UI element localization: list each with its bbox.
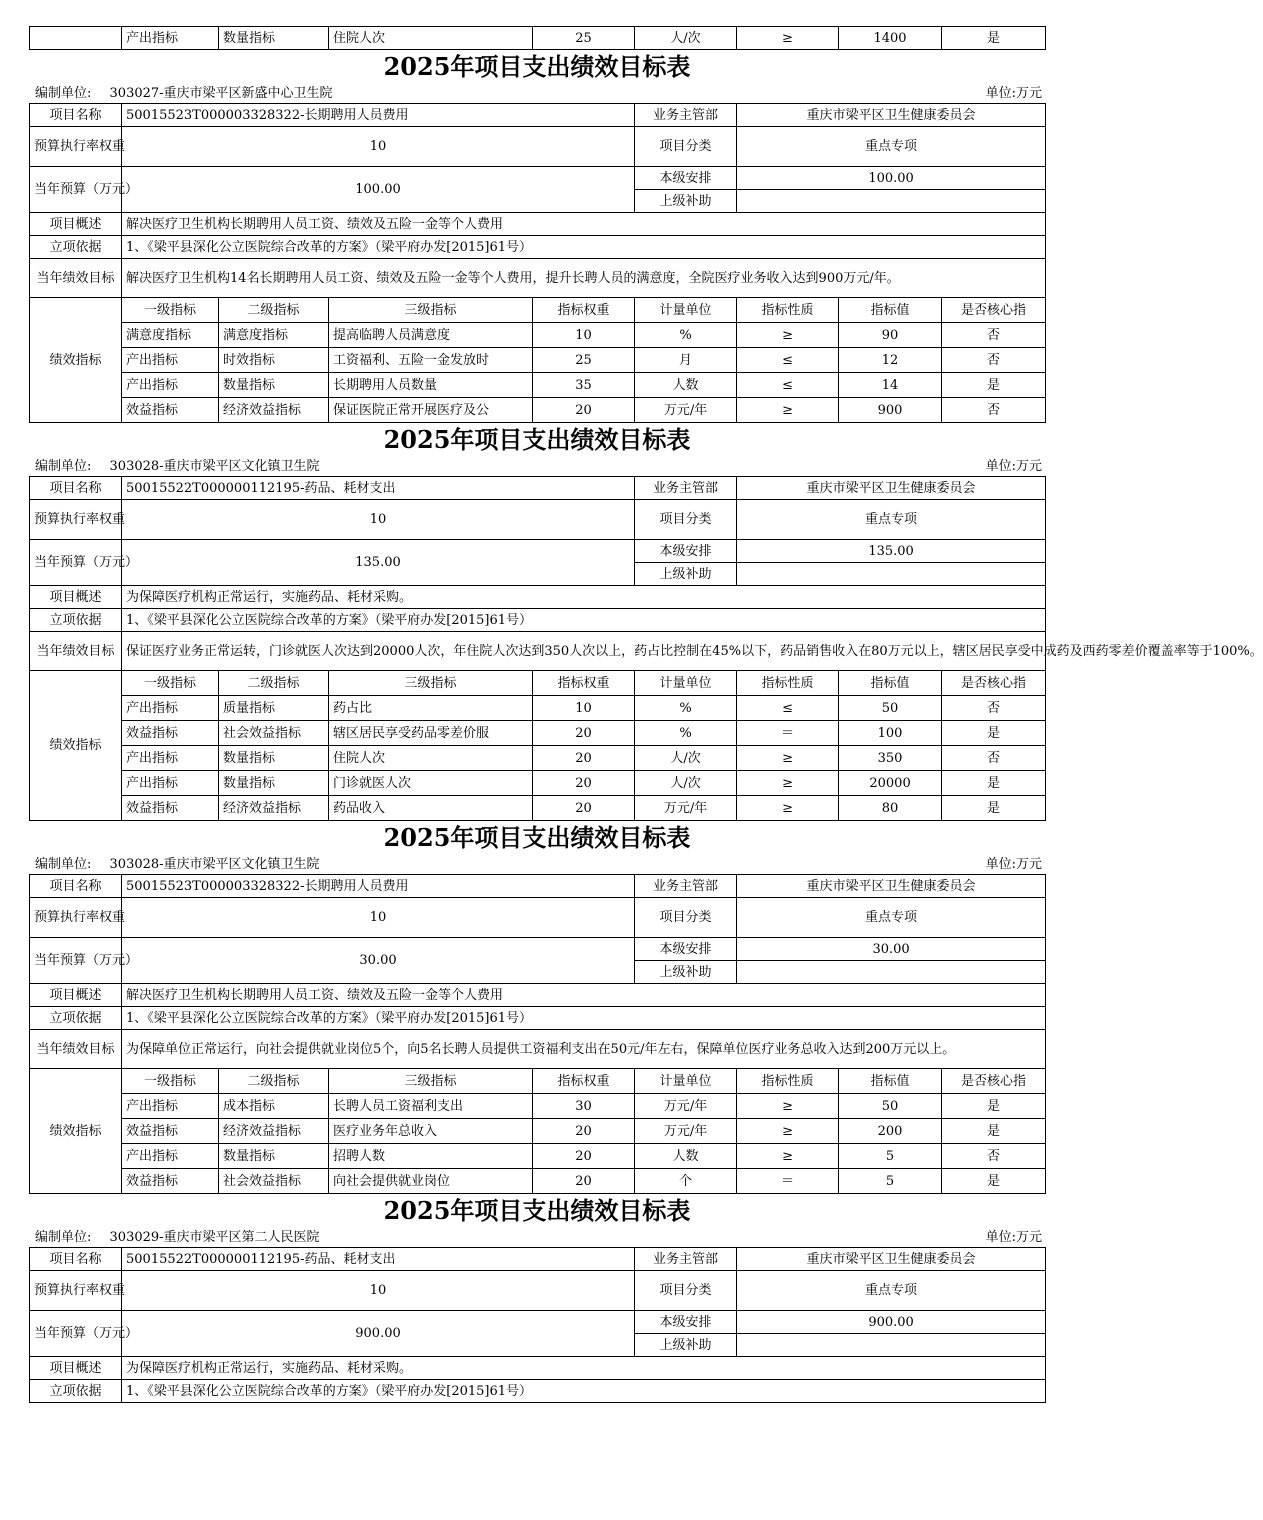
- table-row: [30, 609, 1046, 632]
- table-row: [30, 127, 1046, 167]
- level3-cell: 长期聘用人员数量: [329, 373, 533, 398]
- dept-label: 业务主管部: [635, 104, 737, 127]
- dept-value: 重庆市梁平区卫生健康委员会: [737, 477, 1046, 500]
- upper-label: 上级补助: [635, 1334, 737, 1357]
- currency-unit: 单位:万元: [985, 86, 1042, 101]
- col-core: 是否核心指: [942, 298, 1046, 323]
- value-cell: 100: [839, 721, 942, 746]
- exec-rate-value: 10: [122, 127, 635, 167]
- exec-rate-label: 预算执行率权重: [30, 500, 122, 540]
- upper-label: 上级补助: [635, 563, 737, 586]
- level2-cell: 质量指标: [219, 696, 329, 721]
- exec-rate-value: 10: [122, 500, 635, 540]
- previous-table-tail: [29, 26, 1046, 50]
- upper-label: 上级补助: [635, 190, 737, 213]
- nature-cell: ≥: [737, 796, 839, 821]
- table-row: [30, 236, 1046, 259]
- indicator-row: [30, 746, 1046, 771]
- weight-cell: 20: [533, 796, 635, 821]
- overview-label: 项目概述: [30, 1357, 122, 1380]
- category-value: 重点专项: [737, 500, 1046, 540]
- overview-value: 解决医疗卫生机构长期聘用人员工资、绩效及五险一金等个人费用: [122, 213, 1046, 236]
- level3-cell: 药占比: [329, 696, 533, 721]
- level3-cell: 向社会提供就业岗位: [329, 1169, 533, 1194]
- section-title: 2025年项目支出绩效目标表: [383, 52, 691, 81]
- level1-cell: 产出指标: [122, 746, 219, 771]
- indicator-header-row: [30, 671, 1046, 696]
- indicator-row: [30, 796, 1046, 821]
- level2-cell: 经济效益指标: [219, 398, 329, 423]
- weight-cell: 10: [533, 323, 635, 348]
- col-level1: 一级指标: [122, 1069, 219, 1094]
- table-row: [30, 1380, 1046, 1403]
- core-cell: 是: [942, 1169, 1046, 1194]
- core-cell: 是: [942, 27, 1046, 50]
- table-row: [30, 984, 1046, 1007]
- category-label: 项目分类: [635, 127, 737, 167]
- core-cell: 否: [942, 348, 1046, 373]
- project-name-label: 项目名称: [30, 1248, 122, 1271]
- basis-label: 立项依据: [30, 609, 122, 632]
- nature-cell: ＝: [737, 721, 839, 746]
- col-nature: 指标性质: [737, 671, 839, 696]
- unit-cell: 万元/年: [635, 1094, 737, 1119]
- table-row: [30, 1007, 1046, 1030]
- table-row: [30, 898, 1046, 938]
- local-value: 135.00: [737, 540, 1046, 563]
- indicator-row: [30, 1094, 1046, 1119]
- section-title: 2025年项目支出绩效目标表: [383, 425, 691, 454]
- nature-cell: ≥: [737, 1144, 839, 1169]
- nature-cell: ＝: [737, 1169, 839, 1194]
- col-level2: 二级指标: [219, 1069, 329, 1094]
- level1-cell: 效益指标: [122, 398, 219, 423]
- dept-label: 业务主管部: [635, 1248, 737, 1271]
- weight-cell: 35: [533, 373, 635, 398]
- indicators-label: 绩效指标: [30, 298, 122, 423]
- dept-label: 业务主管部: [635, 875, 737, 898]
- col-value: 指标值: [839, 671, 942, 696]
- basis-value: 1、《梁平县深化公立医院综合改革的方案》（梁平府办发[2015]61号）: [122, 609, 1046, 632]
- table-row: [30, 632, 1046, 671]
- exec-rate-label: 预算执行率权重: [30, 127, 122, 167]
- meta-line: [29, 1228, 1045, 1247]
- budget-value: 900.00: [122, 1311, 635, 1357]
- level2-cell: 数量指标: [219, 1144, 329, 1169]
- local-value: 100.00: [737, 167, 1046, 190]
- overview-label: 项目概述: [30, 984, 122, 1007]
- project-name-label: 项目名称: [30, 477, 122, 500]
- level2-cell: 数量指标: [219, 373, 329, 398]
- unit-cell: %: [635, 323, 737, 348]
- level1-cell: 产出指标: [122, 348, 219, 373]
- col-level3: 三级指标: [329, 671, 533, 696]
- weight-cell: 10: [533, 696, 635, 721]
- budget-label: 当年预算（万元）: [30, 540, 122, 586]
- compiling-unit: 303027-重庆市梁平区新盛中心卫生院: [109, 86, 333, 101]
- nature-cell: ≥: [737, 1094, 839, 1119]
- table-row: [30, 1248, 1046, 1271]
- exec-rate-value: 10: [122, 1271, 635, 1311]
- unit-cell: 人/次: [635, 771, 737, 796]
- document-page: [29, 26, 1263, 1403]
- upper-value: [737, 961, 1046, 984]
- core-cell: 否: [942, 746, 1046, 771]
- table-row: [30, 213, 1046, 236]
- level1-cell: 满意度指标: [122, 323, 219, 348]
- value-cell: 5: [839, 1144, 942, 1169]
- category-value: 重点专项: [737, 127, 1046, 167]
- unit-cell: %: [635, 721, 737, 746]
- unit-prefix: 编制单位:: [35, 857, 92, 872]
- basis-label: 立项依据: [30, 1007, 122, 1030]
- level1-cell: 产出指标: [122, 696, 219, 721]
- level2-cell: 经济效益指标: [219, 796, 329, 821]
- table-row: [30, 1311, 1046, 1334]
- core-cell: 是: [942, 1119, 1046, 1144]
- value-cell: 12: [839, 348, 942, 373]
- unit-cell: 个: [635, 1169, 737, 1194]
- level3-cell: 住院人次: [329, 746, 533, 771]
- tables-container: [29, 50, 1263, 1403]
- compiling-unit: 303028-重庆市梁平区文化镇卫生院: [109, 459, 320, 474]
- value-cell: 90: [839, 323, 942, 348]
- indicator-row: [30, 696, 1046, 721]
- table-row: [30, 104, 1046, 127]
- exec-rate-label: 预算执行率权重: [30, 1271, 122, 1311]
- level3-cell: 住院人次: [329, 27, 533, 50]
- local-label: 本级安排: [635, 938, 737, 961]
- goal-value: 保证医疗业务正常运转，门诊就医人次达到20000人次，年住院人次达到350人次以上，药占比控制在45%以下，药品销售收入在80万元以上，辖区居民享受中成药及西药零差价覆盖率等于100%。: [122, 632, 1046, 671]
- budget-label: 当年预算（万元）: [30, 1311, 122, 1357]
- weight-cell: 25: [533, 348, 635, 373]
- basis-value: 1、《梁平县深化公立医院综合改革的方案》（梁平府办发[2015]61号）: [122, 236, 1046, 259]
- dept-label: 业务主管部: [635, 477, 737, 500]
- weight-cell: 25: [533, 27, 635, 50]
- unit-cell: %: [635, 696, 737, 721]
- table-row: [30, 875, 1046, 898]
- value-cell: 5: [839, 1169, 942, 1194]
- level1-cell: 产出指标: [122, 373, 219, 398]
- col-level1: 一级指标: [122, 298, 219, 323]
- level3-cell: 工资福利、五险一金发放时: [329, 348, 533, 373]
- indicator-header-row: [30, 298, 1046, 323]
- project-name-value: 50015522T000000112195-药品、耗材支出: [122, 477, 635, 500]
- col-weight: 指标权重: [533, 298, 635, 323]
- overview-value: 为保障医疗机构正常运行，实施药品、耗材采购。: [122, 1357, 1046, 1380]
- section-title: 2025年项目支出绩效目标表: [383, 823, 691, 852]
- col-weight: 指标权重: [533, 1069, 635, 1094]
- nature-cell: ≤: [737, 373, 839, 398]
- level2-cell: 社会效益指标: [219, 721, 329, 746]
- project-name-label: 项目名称: [30, 104, 122, 127]
- value-cell: 20000: [839, 771, 942, 796]
- performance-target-section: [29, 1194, 1045, 1403]
- project-name-value: 50015522T000000112195-药品、耗材支出: [122, 1248, 635, 1271]
- value-cell: 350: [839, 746, 942, 771]
- dept-value: 重庆市梁平区卫生健康委员会: [737, 1248, 1046, 1271]
- category-label: 项目分类: [635, 500, 737, 540]
- level3-cell: 辖区居民享受药品零差价服: [329, 721, 533, 746]
- table-row: [30, 167, 1046, 190]
- indicator-header-row: [30, 1069, 1046, 1094]
- basis-value: 1、《梁平县深化公立医院综合改革的方案》（梁平府办发[2015]61号）: [122, 1380, 1046, 1403]
- level1-cell: 产出指标: [122, 771, 219, 796]
- nature-cell: ≥: [737, 323, 839, 348]
- level2-cell: 成本指标: [219, 1094, 329, 1119]
- basis-label: 立项依据: [30, 236, 122, 259]
- level1-cell: 效益指标: [122, 1169, 219, 1194]
- performance-target-section: [29, 821, 1045, 1194]
- core-cell: 是: [942, 721, 1046, 746]
- value-cell: 80: [839, 796, 942, 821]
- table-row: [30, 586, 1046, 609]
- goal-label: 当年绩效目标: [30, 259, 122, 298]
- table-row: [30, 500, 1046, 540]
- nature-cell: ≤: [737, 696, 839, 721]
- core-cell: 是: [942, 1094, 1046, 1119]
- col-level1: 一级指标: [122, 671, 219, 696]
- level1-cell: 产出指标: [122, 1144, 219, 1169]
- level3-cell: 医疗业务年总收入: [329, 1119, 533, 1144]
- table-row: [30, 27, 1046, 50]
- local-label: 本级安排: [635, 540, 737, 563]
- currency-unit: 单位:万元: [985, 1230, 1042, 1245]
- performance-target-section: [29, 50, 1045, 423]
- col-unit: 计量单位: [635, 671, 737, 696]
- budget-value: 100.00: [122, 167, 635, 213]
- weight-cell: 30: [533, 1094, 635, 1119]
- goal-label: 当年绩效目标: [30, 1030, 122, 1069]
- basis-value: 1、《梁平县深化公立医院综合改革的方案》（梁平府办发[2015]61号）: [122, 1007, 1046, 1030]
- col-core: 是否核心指: [942, 1069, 1046, 1094]
- budget-value: 30.00: [122, 938, 635, 984]
- col-unit: 计量单位: [635, 298, 737, 323]
- table-row: [30, 1357, 1046, 1380]
- table-row: [30, 259, 1046, 298]
- level3-cell: 药品收入: [329, 796, 533, 821]
- level1-cell: 产出指标: [122, 27, 219, 50]
- dept-value: 重庆市梁平区卫生健康委员会: [737, 104, 1046, 127]
- unit-cell: 万元/年: [635, 1119, 737, 1144]
- level2-cell: 经济效益指标: [219, 1119, 329, 1144]
- overview-label: 项目概述: [30, 586, 122, 609]
- weight-cell: 20: [533, 398, 635, 423]
- nature-cell: ≤: [737, 348, 839, 373]
- table-row: [30, 477, 1046, 500]
- target-table: [29, 874, 1046, 1194]
- project-name-value: 50015523T000003328322-长期聘用人员费用: [122, 875, 635, 898]
- local-label: 本级安排: [635, 167, 737, 190]
- core-cell: 是: [942, 796, 1046, 821]
- core-cell: 否: [942, 323, 1046, 348]
- indicator-row: [30, 1144, 1046, 1169]
- basis-label: 立项依据: [30, 1380, 122, 1403]
- indicator-row: [30, 398, 1046, 423]
- meta-line: [29, 457, 1045, 476]
- goal-value: 解决医疗卫生机构14名长期聘用人员工资、绩效及五险一金等个人费用，提升长聘人员的满意度，全院医疗业务收入达到900万元/年。: [122, 259, 1046, 298]
- col-level2: 二级指标: [219, 671, 329, 696]
- category-value: 重点专项: [737, 898, 1046, 938]
- col-nature: 指标性质: [737, 298, 839, 323]
- target-table: [29, 476, 1263, 821]
- weight-cell: 20: [533, 1169, 635, 1194]
- nature-cell: ≥: [737, 771, 839, 796]
- unit-cell: 人数: [635, 373, 737, 398]
- unit-cell: 万元/年: [635, 398, 737, 423]
- section-title: 2025年项目支出绩效目标表: [383, 1196, 691, 1225]
- target-table: [29, 103, 1046, 423]
- level3-cell: 招聘人数: [329, 1144, 533, 1169]
- indicators-label: 绩效指标: [30, 1069, 122, 1194]
- unit-cell: 人/次: [635, 746, 737, 771]
- overview-label: 项目概述: [30, 213, 122, 236]
- upper-value: [737, 1334, 1046, 1357]
- level3-cell: 长聘人员工资福利支出: [329, 1094, 533, 1119]
- weight-cell: 20: [533, 746, 635, 771]
- core-cell: 否: [942, 398, 1046, 423]
- weight-cell: 20: [533, 1119, 635, 1144]
- level1-cell: 产出指标: [122, 1094, 219, 1119]
- compiling-unit: 303028-重庆市梁平区文化镇卫生院: [109, 857, 320, 872]
- value-cell: 900: [839, 398, 942, 423]
- col-nature: 指标性质: [737, 1069, 839, 1094]
- goal-value: 为保障单位正常运行，向社会提供就业岗位5个，向5名长聘人员提供工资福利支出在50元/年左右，保障单位医疗业务总收入达到200万元以上。: [122, 1030, 1046, 1069]
- table-row: [30, 938, 1046, 961]
- indicator-row: [30, 373, 1046, 398]
- value-cell: 50: [839, 696, 942, 721]
- category-value: 重点专项: [737, 1271, 1046, 1311]
- overview-value: 为保障医疗机构正常运行，实施药品、耗材采购。: [122, 586, 1046, 609]
- indicator-row: [30, 1119, 1046, 1144]
- indicator-row: [30, 771, 1046, 796]
- upper-value: [737, 563, 1046, 586]
- weight-cell: 20: [533, 771, 635, 796]
- dept-value: 重庆市梁平区卫生健康委员会: [737, 875, 1046, 898]
- indicator-row: [30, 721, 1046, 746]
- unit-prefix: 编制单位:: [35, 86, 92, 101]
- value-cell: 50: [839, 1094, 942, 1119]
- core-cell: 是: [942, 771, 1046, 796]
- unit-cell: 人数: [635, 1144, 737, 1169]
- table-row: [30, 1271, 1046, 1311]
- value-cell: 1400: [839, 27, 942, 50]
- category-label: 项目分类: [635, 898, 737, 938]
- unit-cell: 月: [635, 348, 737, 373]
- performance-target-section: [29, 423, 1263, 821]
- meta-line: [29, 855, 1045, 874]
- upper-label: 上级补助: [635, 961, 737, 984]
- indicator-row: [30, 348, 1046, 373]
- col-level3: 三级指标: [329, 298, 533, 323]
- weight-cell: 20: [533, 721, 635, 746]
- overview-value: 解决医疗卫生机构长期聘用人员工资、绩效及五险一金等个人费用: [122, 984, 1046, 1007]
- unit-prefix: 编制单位:: [35, 459, 92, 474]
- category-label: 项目分类: [635, 1271, 737, 1311]
- level3-cell: 门诊就医人次: [329, 771, 533, 796]
- col-weight: 指标权重: [533, 671, 635, 696]
- level2-cell: 社会效益指标: [219, 1169, 329, 1194]
- indicator-row: [30, 323, 1046, 348]
- unit-cell: 人/次: [635, 27, 737, 50]
- unit-prefix: 编制单位:: [35, 1230, 92, 1245]
- core-cell: 否: [942, 696, 1046, 721]
- level2-cell: 时效指标: [219, 348, 329, 373]
- local-label: 本级安排: [635, 1311, 737, 1334]
- level3-cell: 保证医院正常开展医疗及公: [329, 398, 533, 423]
- value-cell: 200: [839, 1119, 942, 1144]
- col-level2: 二级指标: [219, 298, 329, 323]
- table-row: [30, 1030, 1046, 1069]
- nature-cell: ≥: [737, 746, 839, 771]
- nature-cell: ≥: [737, 27, 839, 50]
- level3-cell: 提高临聘人员满意度: [329, 323, 533, 348]
- meta-line: [29, 84, 1045, 103]
- level2-cell: 数量指标: [219, 746, 329, 771]
- level1-cell: 效益指标: [122, 721, 219, 746]
- nature-cell: ≥: [737, 398, 839, 423]
- local-value: 30.00: [737, 938, 1046, 961]
- currency-unit: 单位:万元: [985, 459, 1042, 474]
- col-core: 是否核心指: [942, 671, 1046, 696]
- budget-value: 135.00: [122, 540, 635, 586]
- level1-cell: 效益指标: [122, 1119, 219, 1144]
- currency-unit: 单位:万元: [985, 857, 1042, 872]
- col-unit: 计量单位: [635, 1069, 737, 1094]
- level1-cell: 效益指标: [122, 796, 219, 821]
- col-value: 指标值: [839, 298, 942, 323]
- local-value: 900.00: [737, 1311, 1046, 1334]
- unit-cell: 万元/年: [635, 796, 737, 821]
- value-cell: 14: [839, 373, 942, 398]
- project-name-value: 50015523T000003328322-长期聘用人员费用: [122, 104, 635, 127]
- budget-label: 当年预算（万元）: [30, 167, 122, 213]
- nature-cell: ≥: [737, 1119, 839, 1144]
- core-cell: 是: [942, 373, 1046, 398]
- exec-rate-value: 10: [122, 898, 635, 938]
- level2-cell: 数量指标: [219, 771, 329, 796]
- col-value: 指标值: [839, 1069, 942, 1094]
- exec-rate-label: 预算执行率权重: [30, 898, 122, 938]
- project-name-label: 项目名称: [30, 875, 122, 898]
- core-cell: 否: [942, 1144, 1046, 1169]
- compiling-unit: 303029-重庆市梁平区第二人民医院: [109, 1230, 320, 1245]
- upper-value: [737, 190, 1046, 213]
- col-level3: 三级指标: [329, 1069, 533, 1094]
- indicators-label: 绩效指标: [30, 671, 122, 821]
- indicator-row: [30, 1169, 1046, 1194]
- level2-cell: 数量指标: [219, 27, 329, 50]
- goal-label: 当年绩效目标: [30, 632, 122, 671]
- weight-cell: 20: [533, 1144, 635, 1169]
- budget-label: 当年预算（万元）: [30, 938, 122, 984]
- level2-cell: 满意度指标: [219, 323, 329, 348]
- target-table: [29, 1247, 1046, 1403]
- table-row: [30, 540, 1046, 563]
